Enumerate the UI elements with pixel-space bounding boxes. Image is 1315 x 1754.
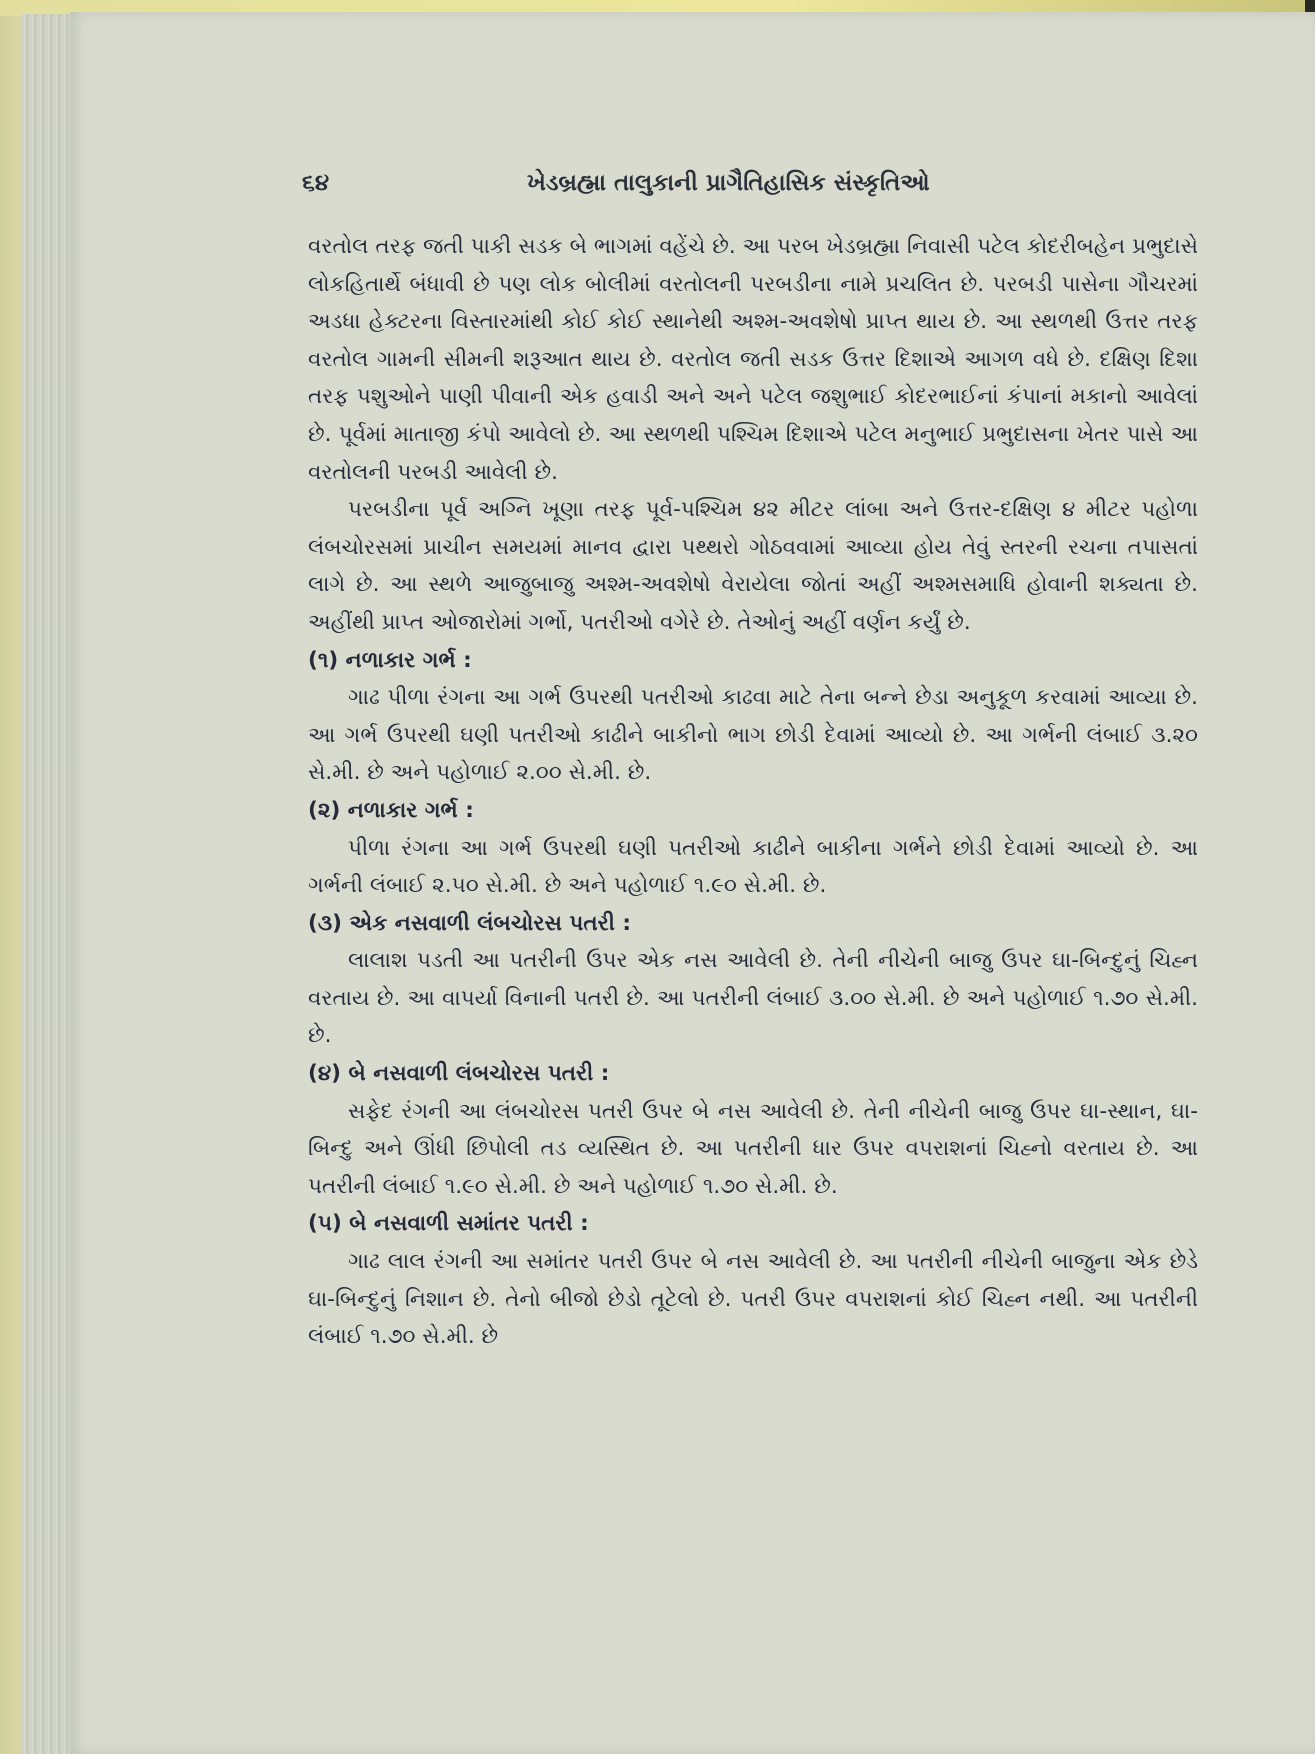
page-number: ૬૪ [302, 170, 330, 196]
section-heading-3: (૩) એક નસવાળી લંબચોરસ પતરી : [308, 910, 631, 936]
body-text [308, 228, 1198, 1356]
paragraph-item-5: ગાઢ લાલ રંગની આ સમાંતર પતરી ઉપર બે નસ આવેલી છે. આ પતરીની નીચેની બાજુના એક છેડે ઘા-બિન્દુનું નિશાન છે. તેનો બીજો છેડો તૂટેલો છે. પતરી ઉપર વપરાશનાં કોઈ ચિહ્ન નથી. આ પતરીની લંબાઈ ૧.૭૦ સે.મી. છે [308, 1249, 1198, 1350]
section-heading-1: (૧) નળાકાર ગર્ભ : [308, 647, 472, 673]
paragraph-item-4: સફેદ રંગની આ લંબચોરસ પતરી ઉપર બે નસ આવેલી છે. તેની નીચેની બાજુ ઉપર ઘા-સ્થાન, ઘા-બિન્દુ અને ઊંધી છિપોલી તડ વ્યસ્થિત છે. આ પતરીની ધાર ઉપર વપરાશનાં ચિહ્નો વરતાય છે. આ પતરીની લંબાઈ ૧.૯૦ સે.મી. છે અને પહોળાઈ ૧.૭૦ સે.મી. છે. [308, 1098, 1198, 1199]
section-heading-4: (૪) બે નસવાળી લંબચોરસ પતરી : [308, 1061, 610, 1087]
paragraph-item-3: લાલાશ પડતી આ પતરીની ઉપર એક નસ આવેલી છે. તેની નીચેની બાજુ ઉપર ઘા-બિન્દુનું ચિહ્ન વરતાય છે. આ વાપર્યા વિનાની પતરી છે. આ પતરીની લંબાઈ ૩.૦૦ સે.મી. છે અને પહોળાઈ ૧.૭૦ સે.મી. છે. [308, 948, 1198, 1049]
paragraph-item-2: પીળા રંગના આ ગર્ભ ઉપરથી ઘણી પતરીઓ કાઢીને બાકીના ગર્ભને છોડી દેવામાં આવ્યો છે. આ ગર્ભની લંબાઈ ૨.૫૦ સે.મી. છે અને પહોળાઈ ૧.૯૦ સે.મી. છે. [308, 835, 1198, 899]
paragraph-item-1: ગાઢ પીળા રંગના આ ગર્ભ ઉપરથી પતરીઓ કાઢવા માટે તેના બન્ને છેડા અનુકૂળ કરવામાં આવ્યા છે. આ ગર્ભ ઉપરથી ઘણી પતરીઓ કાઢીને બાકીનો ભાગ છોડી દેવામાં આવ્યો છે. આ ગર્ભની લંબાઈ ૩.૨૦ સે.મી. છે અને પહોળાઈ ૨.૦૦ સે.મી. છે. [308, 685, 1198, 786]
paragraph-continuation: વરતોલ તરફ જતી પાકી સડક બે ભાગમાં વહેંચે છે. આ પરબ ખેડબ્રહ્મા નિવાસી પટેલ કોદરીબહેન પ્રભુદાસે લોકહિતાર્થે બંધાવી છે પણ લોક બોલીમાં વરતોલની પરબડીના નામે પ્રચલિત છે. પરબડી પાસેના ગૌચરમાં અડધા હેક્ટરના વિસ્તારમાંથી કોઈ કોઈ સ્થાનેથી અશ્મ-અવશેષો પ્રાપ્ત થાય છે. આ સ્થળથી ઉત્તર તરફ વરતોલ ગામની સીમની શરૂઆત થાય છે. વરતોલ જતી સડક ઉત્તર દિશાએ આગળ વધે છે. દક્ષિણ દિશા તરફ પશુઓને પાણી પીવાની એક હવાડી અને અને પટેલ જશુભાઈ કોદરભાઈનાં કંપાનાં મકાનો આવેલાં છે. પૂર્વમાં માતાજી કંપો આવેલો છે. આ સ્થળથી પશ્ચિમ દિશાએ પટેલ મનુભાઈ પ્રભુદાસના ખેતર પાસે આ વરતોલની પરબડી આવેલી છે. [308, 234, 1198, 485]
section-heading-5: (૫) બે નસવાળી સમાંતર પતરી : [308, 1211, 589, 1237]
page-header [302, 170, 1202, 210]
paragraph-site-description: પરબડીના પૂર્વ અગ્નિ ખૂણા તરફ પૂર્વ-પશ્ચિમ ૪૨ મીટર લાંબા અને ઉત્તર-દક્ષિણ ૪ મીટર પહોળા લંબચોરસમાં પ્રાચીન સમયમાં માનવ દ્વારા પથ્થરો ગોઠવવામાં આવ્યા હોય તેવું સ્તરની રચના તપાસતાં લાગે છે. આ સ્થળે આજુબાજુ અશ્મ-અવશેષો વેરાયેલા જોતાં અહીં અશ્મસમાધિ હોવાની શક્યતા છે. અહીંથી પ્રાપ્ત ઓજારોમાં ગર્ભો, પતરીઓ વગેરે છે. તેઓનું અહીં વર્ણન કર્યું છે. [308, 497, 1198, 635]
section-heading-2: (૨) નળાકાર ગર્ભ : [308, 797, 474, 823]
running-title: ખેડબ્રહ્મા તાલુકાની પ્રાગૈતિહાસિક સંસ્કૃતિઓ [527, 170, 930, 196]
